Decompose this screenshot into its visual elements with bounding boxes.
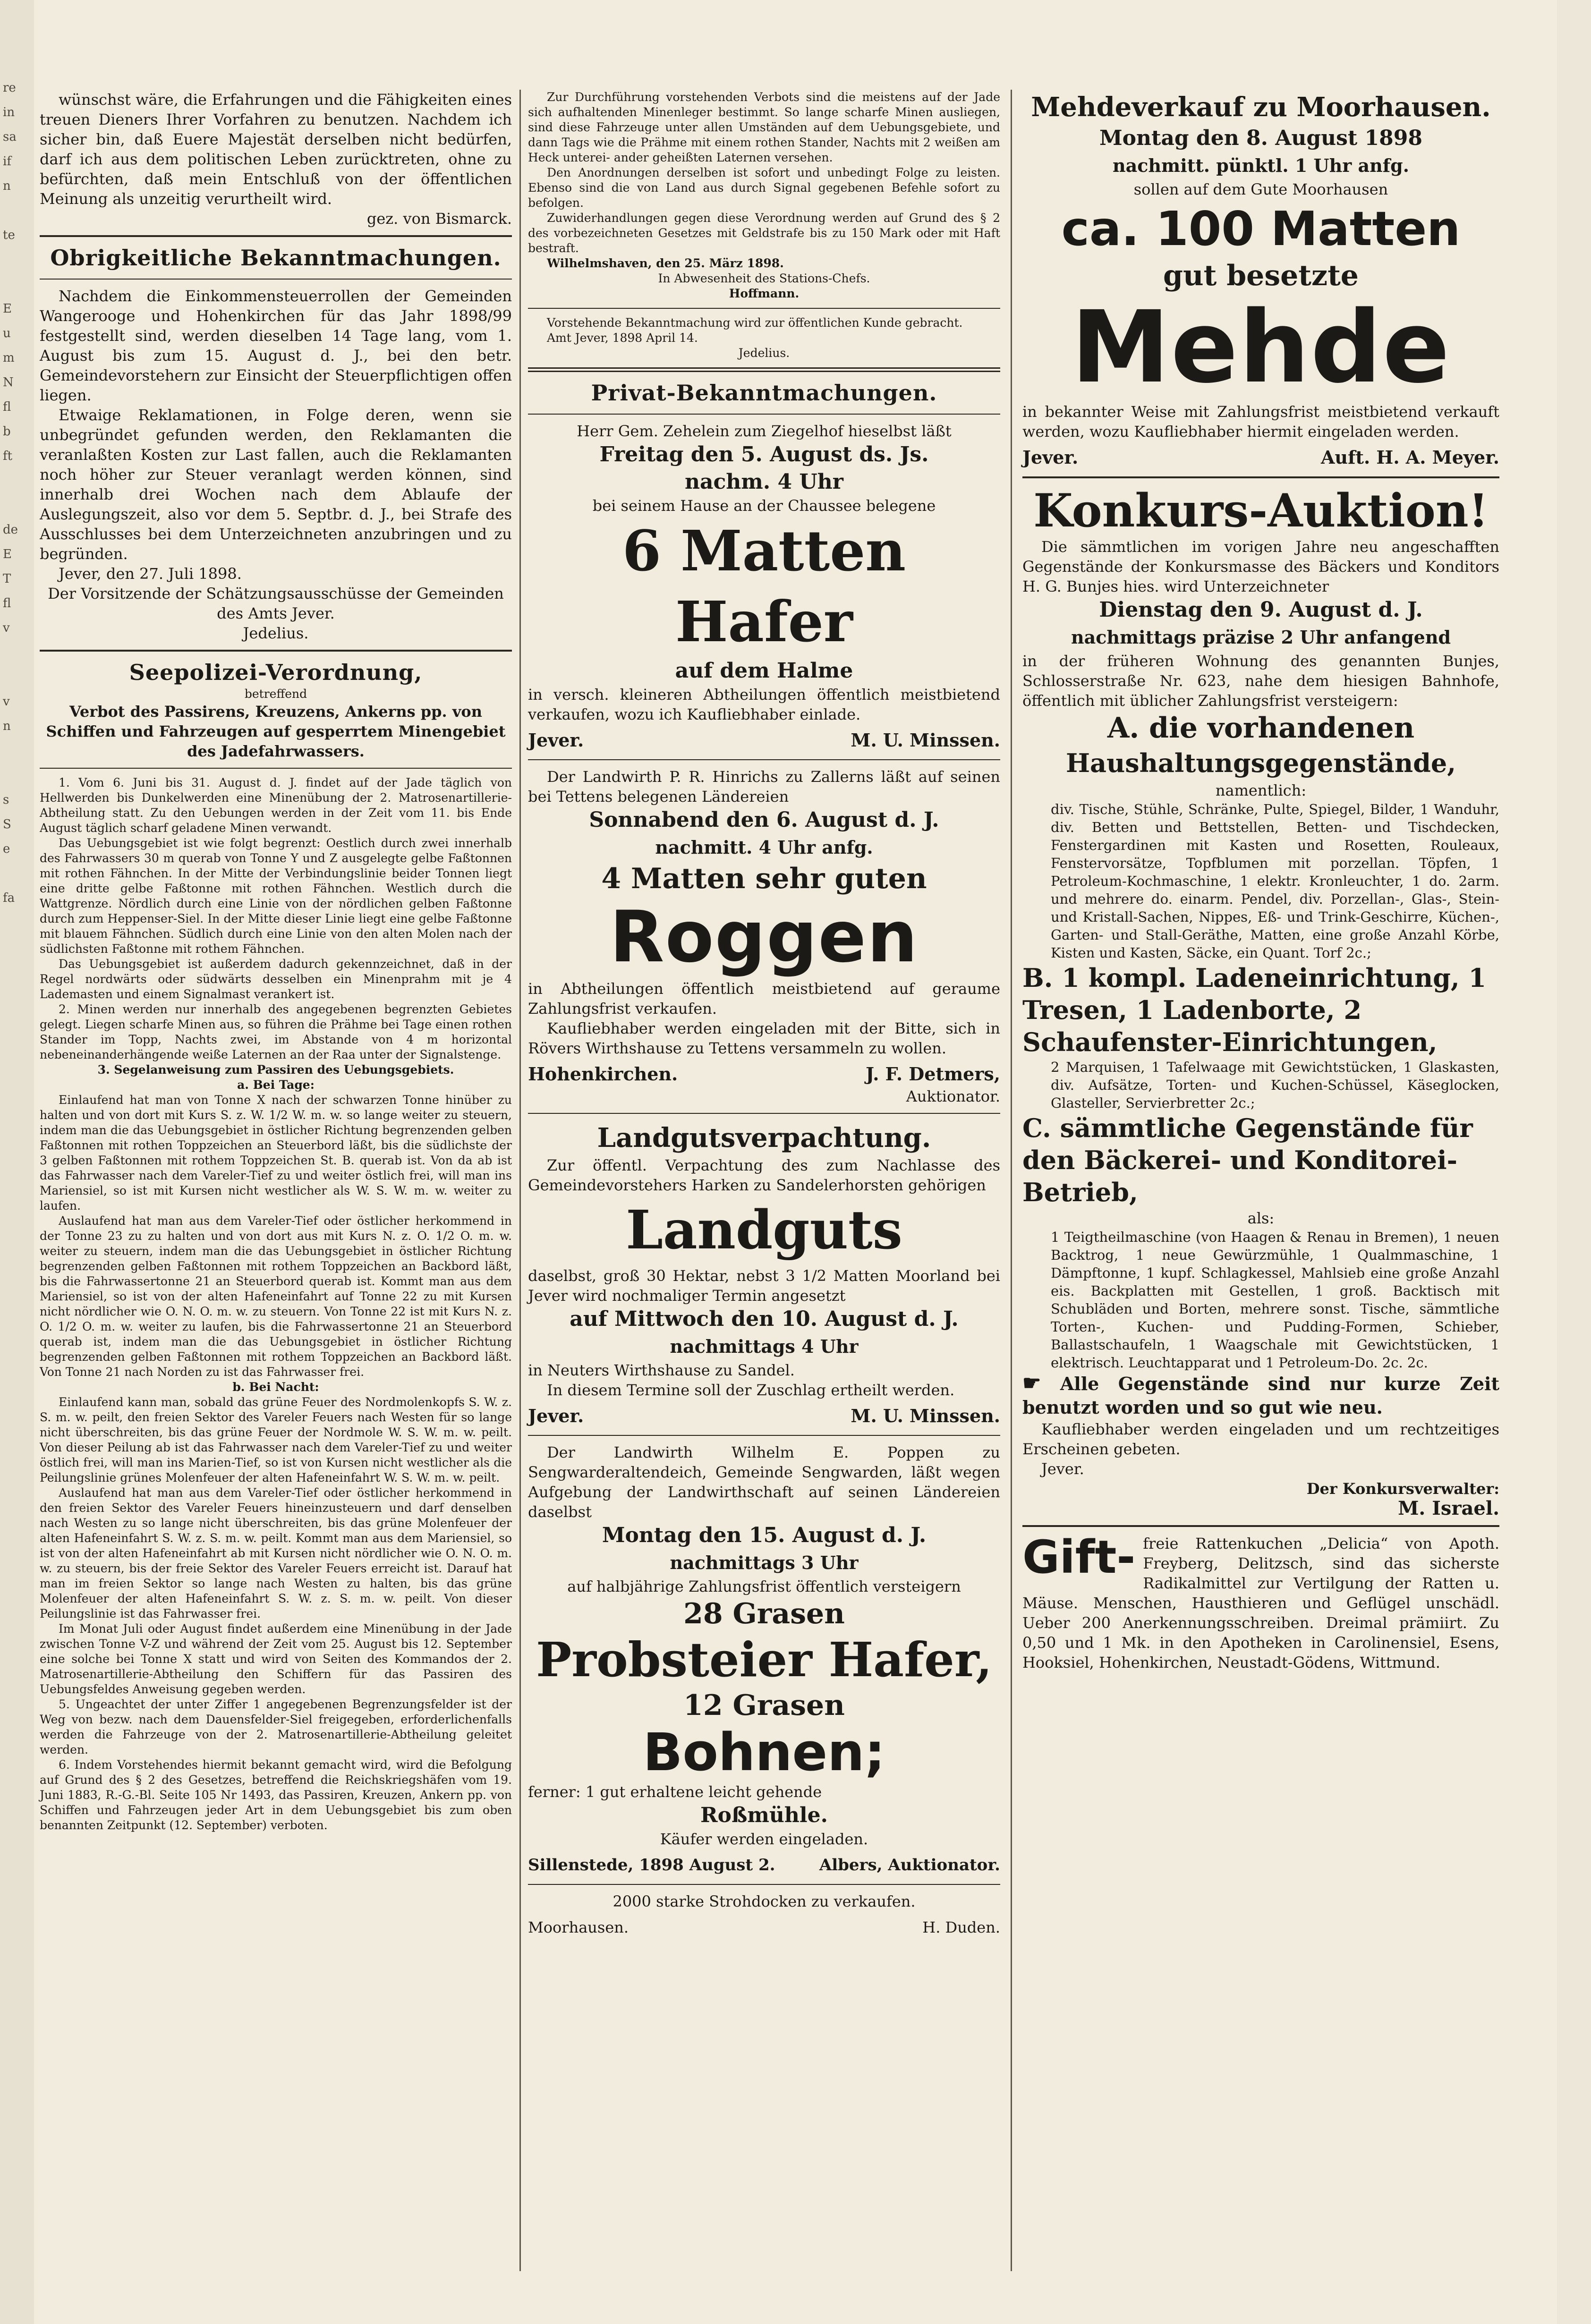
ad-signature-row (528, 728, 1000, 753)
divider (1022, 476, 1499, 478)
ad-note-text: Alle Gegenstände sind nur kurze Zeit benutzt worden und so gut wie neu. (1022, 1373, 1499, 1418)
column-rule (1011, 90, 1012, 2271)
ad-time: nachmittags 3 Uhr (670, 1552, 859, 1573)
official-notices-heading: Obrigkeitliche Bekanntmachungen. (50, 245, 502, 271)
divider (528, 414, 1000, 415)
ad-mehde (1022, 90, 1499, 470)
regulation-paragraph: Einlaufend hat man von Tonne X nach der schwarzen Tonne hinüber zu halten und von dort mit Kurs S. z. W. 1/2 W. m. w. so lange weiter zu steuern, indem man die das Uebungsgebiet in östlicher Richtung begrenzenden gelben Faßtonnen mit rothen Toppzeichen an Steuerbord läßt, bis die südlichste der 3 gelben Faßtonnen mit rothem Toppzeichen St. B. querab ist. Von da ab ist das Fahrwasser nach dem Vareler-Tief zu und weiter östlich frei, will man ins Mariensiel, so ist mit Kursen nicht westlicher als W. S. W. m. w. weiter zu laufen. (40, 1093, 512, 1213)
regulation-paragraph: Das Uebungsgebiet ist außerdem dadurch gekennzeichnet, daß in der Regel nordwärts oder südwärts desselben ein Minenprahm mit je 4 Lademasten und einem Signalmast verankert ist. (40, 957, 512, 1001)
ad-text: sollen auf dem Gute Moorhausen (1133, 180, 1388, 198)
ad-headline: Bohnen; (643, 1722, 885, 1782)
sea-police-subheading: betreffend (244, 687, 307, 701)
ad-note (1022, 1372, 1499, 1419)
regulation-paragraph: Den Anordnungen derselben ist sofort und unbedingt Folge zu leisten. Ebenso sind die von Land aus durch Signal gegebenen Befehle sofort zu befolgen. (528, 166, 1000, 210)
divider (528, 759, 1000, 760)
ad-time: nachmitt. 4 Uhr anfg. (655, 837, 873, 858)
regulation-paragraph: Zur Durchführung vorstehenden Verbots sind die meistens auf der Jade sich aufhaltenden Minenleger bestimmt. So lange scharfe Minen ausliegen, sind diese Fahrzeuge unter allen Umständen auf dem Uebungsgebiete, und dann Tags wie die Prähme mit einem rothen Stander, Nachts mit 2 weißen am Heck unterei- ander geheißten Laternen versehen. (528, 90, 1000, 164)
ad-signature-row (528, 1062, 1000, 1086)
regulation-paragraph: Im Monat Juli oder August findet außerdem eine Minenübung in der Jade zwischen Tonne V-Z und während der Zeit vom 25. August bis 12. September eine solche bei Tonne X statt und wird von Seiten des Kommandos der 2. Matrosenartillerie-Abtheilung den Schiffern für das Passiren des Uebungsfeldes Anweisung gegeben werden. (40, 1622, 512, 1696)
private-notices-heading: Privat-Bekanntmachungen. (591, 380, 937, 406)
ad-place: Jever. (1041, 1460, 1084, 1478)
ad-place: Hohenkirchen. (528, 1063, 678, 1085)
ad-text: Käufer werden eingeladen. (660, 1830, 868, 1848)
divider (40, 235, 512, 237)
ad-signature-row (528, 1404, 1000, 1428)
ad-text: als: (1247, 1209, 1275, 1227)
column-3 (1022, 90, 1499, 1672)
regulation-signatory: In Abwesenheit des Stations-Chefs. (658, 271, 870, 285)
ad-role: Der Konkursverwalter: (1306, 1480, 1499, 1498)
ad-text: Kaufliebhaber werden eingeladen und um rechtzeitiges Erscheinen gebeten. (1022, 1420, 1499, 1458)
ad-subheadline: gut besetzte (1163, 259, 1359, 292)
divider (528, 1884, 1000, 1885)
ad-signature: M. U. Minssen. (851, 729, 1000, 751)
ad-time: nachmittags präzise 2 Uhr anfangend (1071, 627, 1451, 648)
ad-poppen (528, 1442, 1000, 1877)
divider (40, 279, 512, 280)
ad-section-c: C. sämmtliche Gegenstände für den Bäckerei- und Konditorei-Betrieb, (1022, 1113, 1473, 1207)
regulation-paragraph: Zuwiderhandlungen gegen diese Verordnung werden auf Grund des § 2 des vorbezeichneten Gesetzes mit Geldstrafe bis zu 150 Mark oder mit Haft bestraft. (528, 211, 1000, 255)
ad-subheadline: 28 Grasen (683, 1597, 845, 1630)
regulation-subheading: 3. Segelanweisung zum Passiren des Uebungsgebiets. (97, 1063, 454, 1077)
ad-list: 1 Teigtheilmaschine (von Haagen & Renau in Bremen), 1 neuen Backtrog, 1 neue Gewürzmühle, 1 Qualmmaschine, 1 Dämpftonne, 1 kupf. Schlagkessel, Mahlsieb eine große Anzahl eis. Backplatten mit Gestellen, 1 groß. Backtisch mit Schubläden und Borten, mehrere sonst. Tische, sämmtliche Torten-, Kuchen- und Pudding-Formen, Schieber, Ballastschaufeln, 1 Waagschale mit Gewichtstücken, 1 elektrisch. Leuchtapparat und 1 Petroleum-Do. 2c. 2c. (1051, 1229, 1499, 1371)
ad-headline: Roggen (610, 896, 919, 978)
ad-headline: Konkurs-Auktion! (1033, 484, 1489, 537)
divider (528, 1435, 1000, 1436)
ad-signature-row (528, 1853, 1000, 1877)
ad-signature: M. U. Minssen. (851, 1405, 1000, 1426)
ad-headline: Landguts (626, 1199, 902, 1261)
regulation-date: Amt Jever, 1898 April 14. (547, 331, 698, 345)
ad-role: Auktionator. (906, 1087, 1000, 1105)
column-rule (519, 90, 521, 2271)
ad-text: in Abtheilungen öffentlich meistbietend auf geraume Zahlungsfrist verkaufen. (528, 980, 1000, 1018)
ad-text: Die sämmtlichen im vorigen Jahre neu angeschafften Gegenstände der Konkursmasse des Bäckers und Konditors H. G. Bunjes hies. wird Unterzeichneter (1022, 538, 1499, 595)
ad-date: auf Mittwoch den 10. August d. J. (570, 1307, 959, 1331)
ad-signature: H. Duden. (922, 1918, 1000, 1936)
notice-paragraph: Nachdem die Einkommensteuerrollen der Gemeinden Wangerooge und Hohenkirchen für das Jahr 1898/99 festgestellt sind, werden dieselben 14 Tage lang, vom 1. August bis zum 15. August d. J., bei den betr. Gemeindevorstehern zur Einsicht der Steuerpflichtigen offen liegen. (40, 287, 512, 404)
bismarck-letter: wünschst wäre, die Erfahrungen und die Fähigkeiten eines treuen Dieners Ihrer Vorfahren zu benutzen. Nachdem ich sicher bin, daß Euere Majestät derselben nicht bedürfen, darf ich aus dem politischen Leben zurücktreten, ohne zu befürchten, daß mein Entschluß von der öffentlichen Meinung als unzeitig verurtheilt wird. (40, 91, 512, 208)
ad-signature: Auft. H. A. Meyer. (1320, 447, 1499, 468)
ad-signature-row (528, 1915, 1000, 1940)
regulation-paragraph: 5. Ungeachtet der unter Ziffer 1 angegebenen Begrenzungsfelder ist der Weg von bezw. nach dem Dauensfelder-Siel freigegeben, erforderlichenfalls werden die Fahrzeuge von der 2. Matrosenartillerie-Abtheilung geleitet werden. (40, 1697, 512, 1756)
notice-date: Jever, den 27. Juli 1898. (59, 565, 242, 583)
ad-konkurs (1022, 485, 1499, 1518)
notice-name: Jedelius. (243, 624, 309, 642)
ad-section-a-title: Haushaltungsgegenstände, (1065, 748, 1456, 778)
ad-text: Der Landwirth Wilhelm E. Poppen zu Sengwarderaltendeich, Gemeinde Sengwarden, läßt wegen Aufgebung der Landwirthschaft auf seinen Ländereien daselbst (528, 1443, 1000, 1521)
ad-text: Zur öffentl. Verpachtung des zum Nachlasse des Gemeindevorstehers Harken zu Sandelerhorsten gehörigen (528, 1156, 1000, 1194)
ad-place: Sillenstede, 1898 August 2. (528, 1856, 775, 1874)
ad-text: freie Rattenkuchen „Delicia“ von Apoth. Freyberg, Delitzsch, sind das sicherste Radikalmittel zur Vertilgung der Ratten u. Mäuse. Menschen, Hausthieren und Geflügel unschädl. Ueber 200 Anerkennungsschreiben. Dreimal prämiirt. Zu 0,50 und 1 Mk. in den Apotheken in Carolinensiel, Esens, Hooksiel, Hohenkirchen, Neustadt-Gödens, Wittmund. (1022, 1535, 1499, 1671)
ad-text: bei seinem Hause an der Chaussee belegene (592, 497, 936, 515)
regulation-paragraph: 6. Indem Vorstehendes hiermit bekannt gemacht wird, wird die Befolgung auf Grund des § 2 des Gesetzes, betreffend die Reichskriegshäfen vom 19. Juni 1883, R.-G.-Bl. Seite 105 Nr 1493, das Passiren, Kreuzen, Ankern pp. von Schiffen und Fahrzeugen jeder Art in dem Uebungsgebiet bis zum oben benannten Zeitpunkt (12. September) verboten. (40, 1758, 512, 1832)
ad-text: 2000 starke Strohdocken zu verkaufen. (613, 1892, 916, 1910)
ad-landgut (528, 1120, 1000, 1428)
pointing-hand-icon: ☛ (1022, 1371, 1041, 1395)
ad-headline: Probsteier Hafer, (536, 1632, 992, 1688)
notice-signatory: Der Vorsitzende der Schätzungsausschüsse der Gemeinden des Amts Jever. (48, 585, 504, 622)
ad-text: in bekannter Weise mit Zahlungsfrist meistbietend verkauft werden, wozu Kaufliebhaber hiermit eingeladen werden. (1022, 403, 1499, 441)
divider (528, 1113, 1000, 1114)
ad-date: Montag den 8. August 1898 (1099, 126, 1423, 150)
ad-date: Freitag den 5. August ds. Js. (599, 442, 929, 466)
divider (40, 650, 512, 652)
ad-headline: ca. 100 Matten (1061, 201, 1461, 256)
bismarck-signature: gez. von Bismarck. (366, 210, 512, 228)
ad-time: nachm. 4 Uhr (685, 470, 843, 494)
ad-signature-row (1022, 445, 1499, 470)
ad-heading: Landgutsverpachtung. (597, 1122, 931, 1154)
regulation-paragraph: 2. Minen werden nur innerhalb des angegebenen begrenzten Gebietes gelegt. Liegen scharfe Minen aus, so führen die Prähme bei Tage einen rothen Stander im Topp, Nachts zwei, im Abstande von 4 m horizontal nebeneinanderhängende weiße Laternen an der Raa unter der Signalstenge. (40, 1002, 512, 1061)
sea-police-heading: Seepolizei-Verordnung, (129, 660, 423, 685)
ad-subheadline: 4 Matten sehr guten (601, 862, 927, 895)
ad-text: in versch. kleineren Abtheilungen öffentlich meistbietend verkaufen, wozu ich Kaufliebhaber einlade. (528, 686, 1000, 723)
ad-text: in der früheren Wohnung des genannten Bunjes, Schlosserstraße Nr. 623, nahe dem hiesigen Bahnhofe, öffentlich mit üblicher Zahlungsfrist versteigern: (1022, 652, 1499, 710)
regulation-paragraph: Das Uebungsgebiet ist wie folgt begrenzt: Oestlich durch zwei innerhalb des Fahrwassers 30 m querab von Tonne Y und Z ausgelegte gelbe Faßtonnen mit rothen Fähnchen. In der Mitte der Verbindungslinie beider Tonnen liegt eine dritte gelbe Faßtonne mit rothen Fähnchen. Westlich durch die Wattgrenze. Nördlich durch eine Linie von der nördlichen gelben Faßtonne durch zum Heppenser-Siel. In der Mitte dieser Linie liegt eine gelbe Faßtonne mit blauem Fähnchen. Südlich durch eine Linie von den alten Molen nach der südlichsten Faßtonne mit rothem Fähnchen. (40, 836, 512, 956)
ad-subheadline: auf dem Halme (675, 659, 853, 683)
ad-date: Sonnabend den 6. August d. J. (589, 808, 939, 832)
ad-time: nachmitt. pünktl. 1 Uhr anfg. (1113, 155, 1409, 176)
ad-signature: Albers, Auktionator. (819, 1856, 1000, 1874)
ad-signature: J. F. Detmers, (866, 1063, 1000, 1085)
ad-text: ferner: 1 gut erhaltene leicht gehende (528, 1783, 822, 1801)
ad-text: Herr Gem. Zehelein zum Ziegelhof hieselbst läßt (577, 422, 952, 440)
regulation-paragraph: Auslaufend hat man aus dem Vareler-Tief oder östlicher herkommend in der Tonne 23 zu zu halten und von dort aus mit Kurs N. z. O. 1/2 O. m. w. weiter zu steuern, indem man die das Uebungsgebiet in östlicher Richtung begrenzenden gelben Faßtonnen mit rothem Toppzeichen an Backbord läßt, bis die Fahrwassertonne 21 an Steuerbord querab ist. Kommt man aus dem Mariensiel, so ist von der alten Hafeneinfahrt auf Tonne 22 zu mit Kursen nicht nördlicher wie O. N. O. m. w. zu steuern. Von Tonne 22 ist mit Kurs N. z. O. 1/2 O. m. w. weiter zu laufen, bis die Fahrwassertonne 21 an Steuerbord querab ist, indem man die das Uebungsgebiet in östlicher Richtung begrenzenden gelben Faßtonnen mit rothem Toppzeichen an Backbord läßt. Von Tonne 21 nach Norden zu ist das Fahrwasser frei. (40, 1214, 512, 1379)
ad-text: In diesem Termine soll der Zuschlag ertheilt werden. (547, 1381, 955, 1399)
ad-place: Moorhausen. (528, 1918, 629, 1936)
ad-strohdocken (528, 1891, 1000, 1940)
ad-place: Jever. (528, 1405, 584, 1426)
divider (1022, 1525, 1499, 1527)
regulation-subheading: a. Bei Tage: (237, 1078, 315, 1092)
ad-section-a: A. die vorhandenen (1107, 712, 1415, 745)
ad-place: Jever. (528, 729, 584, 751)
regulation-paragraph: Einlaufend kann man, sobald das grüne Feuer des Nordmolenkopfs S. W. z. S. m. w. peilt, den freien Sektor des Vareler Feuers nach Westen für so lange nicht überschreiten, bis das grüne Feuer der Nordmole W. S. W. m. w. peilt. Von dieser Peilung ab ist das Fahrwasser nach dem Vareler-Tief zu und weiter östlich frei, will man ins Marien-Tief, so ist von Kursen nicht westlicher als die Peilungslinie grünes Molenfeuer der alten Hafeneinfahrt W. S. W. m. w. peilt. (40, 1395, 512, 1484)
ad-text: auf halbjährige Zahlungsfrist öffentlich versteigern (567, 1578, 961, 1595)
regulation-name: Hoffmann. (729, 287, 800, 300)
sea-police-title: Verbot des Passirens, Kreuzens, Ankerns pp. von Schiffen und Fahrzeugen auf gesperrtem Minengebiet des Jadefahrwassers. (46, 703, 506, 760)
divider (40, 768, 512, 769)
regulation-subheading: b. Bei Nacht: (232, 1380, 319, 1394)
ad-text: daselbst, groß 30 Hektar, nebst 3 1/2 Matten Moorland bei Jever wird nochmaliger Termin angesetzt (528, 1267, 1000, 1305)
ad-subheadline: Roßmühle. (700, 1803, 828, 1827)
ad-text: Der Landwirth P. R. Hinrichs zu Zallerns läßt auf seinen bei Tettens belegenen Ländereien (528, 768, 1000, 806)
ad-headline: Gift- (1022, 1531, 1136, 1584)
ad-date: Dienstag den 9. August d. J. (1099, 598, 1423, 622)
ad-hafer-zehelein (528, 421, 1000, 753)
ad-heading: Mehdeverkauf zu Moorhausen. (1031, 92, 1491, 123)
ad-subheadline: 12 Grasen (683, 1689, 845, 1722)
ad-section-b: B. 1 kompl. Ladeneinrichtung, 1 Tresen, 1 Ladenborte, 2 Schaufenster-Einrichtungen, (1022, 963, 1487, 1057)
ad-signature: M. Israel. (1398, 1497, 1499, 1519)
ad-list: div. Tische, Stühle, Schränke, Pulte, Spiegel, Bilder, 1 Wanduhr, div. Betten und Bettstellen, Betten- und Tischdecken, Fenstergardinen mit Kasten und Rosetten, Rouleaux, Fenstervorsätze, Topfblumen mit porzellan. Töpfen, 1 Petroleum-Kochmaschine, 1 elektr. Kronleuchter, 1 do. 2arm. und mehrere do. einarm. Pendel, div. Porzellan-, Glas-, Stein- und Kristall-Sachen, Nippes, Eß- und Trink-Geschirre, Küchen-, Garten- und Stall-Geräthe, Matten, eine große Anzahl Körbe, Kisten und Kasten, Säcke, ein Quant. Torf 2c.; (1051, 801, 1499, 961)
regulation-name: Jedelius. (738, 346, 790, 360)
notice-paragraph: Etwaige Reklamationen, in Folge deren, wenn sie unbegründet gefunden werden, den Reklamanten die veranlaßten Kosten zur Last fallen, auch die Reklamanten noch höher zur Steuer veranlagt werden können, sind innerhalb drei Wochen nach dem Ablaufe der Auslegungszeit, also vor dem 5. Septbr. d. J., bei Strafe des Ausschlusses bei dem Unterzeichneten anzubringen und zu begründen. (40, 406, 512, 563)
ad-headline: Mehde (1071, 289, 1451, 405)
ad-headline: 6 Matten Hafer (622, 518, 906, 654)
ad-rattengift (1022, 1531, 1499, 1672)
ad-text: in Neuters Wirthshause zu Sandel. (528, 1361, 795, 1379)
regulation-paragraph: 1. Vom 6. Juni bis 31. August d. J. findet auf der Jade täglich von Hellwerden bis Dunkelwerden eine Minenübung der 2. Matrosenartillerie-Abtheilung statt. Zu den Uebungen werden in der Zeit vom 11. bis Ende August täglich scharf geladene Minen verwandt. (40, 776, 512, 835)
ad-date: Montag den 15. August d. J. (602, 1523, 927, 1547)
ad-list: 2 Marquisen, 1 Tafelwaage mit Gewichtstücken, 1 Glaskasten, div. Aufsätze, Torten- und Kuchen-Schüssel, Käseglocken, Glasteller, Servierbretter 2c.; (1051, 1059, 1499, 1111)
ad-text: Kaufliebhaber werden eingeladen mit der Bitte, sich in Rövers Wirthshause zu Tettens versammeln zu wollen. (528, 1019, 1000, 1057)
ad-time: nachmittags 4 Uhr (670, 1336, 859, 1357)
ad-roggen-hinrichs (528, 767, 1000, 1106)
ad-text: namentlich: (1215, 781, 1307, 799)
gutter-text: re in sa if n te E u m N fl b ft de E T fl v v n s S e fa (3, 81, 18, 905)
regulation-paragraph: Vorstehende Bekanntmachung wird zur öffentlichen Kunde gebracht. (547, 316, 963, 330)
column-1 (40, 90, 512, 1833)
ad-place: Jever. (1022, 447, 1079, 468)
page-gutter (0, 0, 35, 2324)
column-2 (528, 90, 1000, 1940)
double-divider (528, 367, 1000, 372)
regulation-date: Wilhelmshaven, den 25. März 1898. (547, 256, 784, 270)
regulation-paragraph: Auslaufend hat man aus dem Vareler-Tief oder östlicher herkommend in den freien Sektor des Vareler Feuers hineinzusteuern und darf denselben nach Westen zu so lange nicht überschreiten, bis das grüne Molenfeuer der alten Hafeneinfahrt S. W. z. S. m. w. peilt. Kommt man aus dem Mariensiel, so ist von der alten Hafeneinfahrt ab mit Kursen nicht nördlicher wie O. N. O. m. w. zu steuern, bis der freie Sektor des Vareler Feuers erreicht ist. Darauf hat man im freien Sektor so lange nach Westen zu halten, bis das grüne Molenfeuer der alten Hafeneinfahrt S. W. z. S. m. w. peilt. Von dieser Peilungslinie ist das Fahrwasser frei. (40, 1486, 512, 1620)
divider (528, 308, 1000, 309)
